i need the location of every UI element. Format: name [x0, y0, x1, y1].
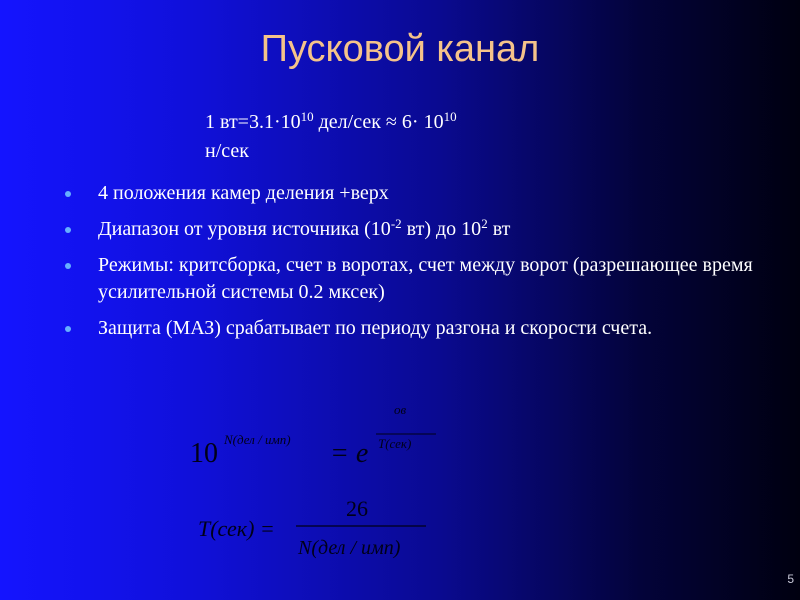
bullet-list [62, 180, 762, 351]
bullet-exp-1: -2 [390, 216, 402, 231]
conversion-formula-line1 [205, 108, 457, 137]
equation-period [196, 492, 446, 562]
bullet-text: Режимы: критсборка, счет в воротах, счет между ворот (разрешающее время усилительной системы 0.2 мксек) [98, 254, 753, 303]
formula-exp-1: 10 [300, 109, 314, 124]
bullet-text-b: вт) до 10 [401, 218, 482, 240]
bullet-item [62, 252, 762, 306]
bullet-text-a: Диапазон от уровня источника (10 [98, 218, 391, 240]
bullet-item [62, 216, 762, 243]
bullet-icon [65, 227, 71, 233]
bullet-icon [65, 326, 71, 332]
bullet-text: Защита (МАЗ) срабатывает по периоду разгона и скорости счета. [98, 317, 653, 339]
conversion-formula-line2: н/сек [205, 140, 249, 162]
bullet-text: 4 положения камер деления +верх [98, 182, 389, 204]
eq2-lhs: T(сек) = [198, 516, 275, 541]
formula-part-a: 1 вт=3.1·10 [205, 111, 301, 133]
slide-title: Пусковой канал [260, 28, 540, 70]
bullet-item [62, 315, 762, 342]
formula-part-b: дел/сек ≈ 6· 10 [313, 111, 444, 133]
eq1-e-exp-numerator: ов [394, 402, 407, 417]
conversion-formula [205, 108, 457, 166]
eq1-equals: = e [330, 438, 369, 469]
bullet-icon [65, 263, 71, 269]
eq2-numerator: 26 [346, 496, 368, 521]
bullet-text-c: вт [487, 218, 511, 240]
eq2-denominator: N(дел / имп) [298, 537, 401, 559]
bullet-icon [65, 191, 71, 197]
eq1-base: 10 [190, 438, 218, 469]
bullet-item [62, 180, 762, 207]
page-number: 5 [787, 572, 794, 586]
equation-exponential [188, 400, 448, 470]
eq1-e-exp-denominator: T(сек) [378, 436, 412, 451]
formula-exp-2: 10 [443, 109, 457, 124]
bullet-exp-2: 2 [481, 216, 488, 231]
eq1-exponent: N(дел / имп) [224, 432, 291, 447]
